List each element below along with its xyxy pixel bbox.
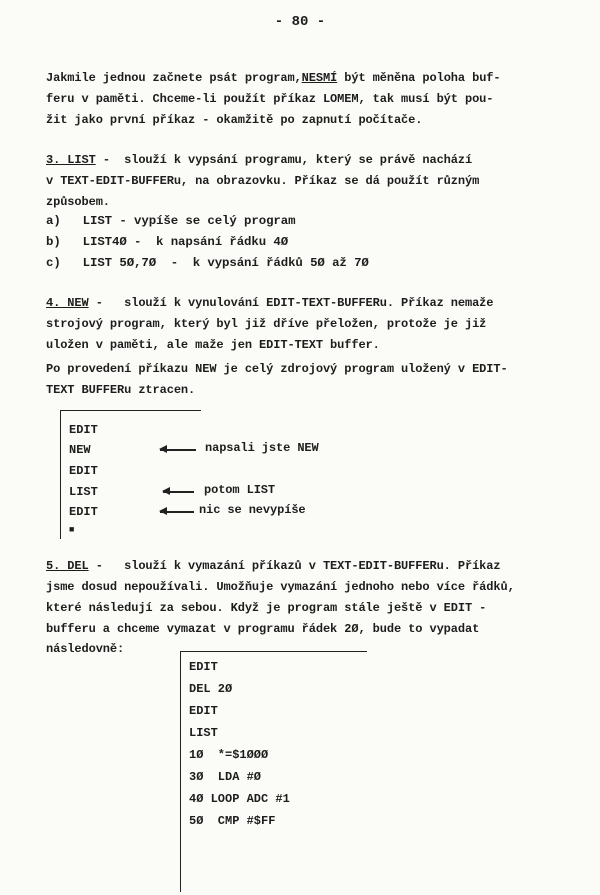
nesmi-emphasis: NESMÍ	[301, 71, 338, 85]
list-heading: 3. LIST - slouží k vypsání programu, který se právě nachází	[46, 153, 473, 167]
ex1-note-list: potom LIST	[204, 483, 276, 497]
ex2-line-4: LIST	[189, 726, 218, 740]
del-line-2: jsme dosud nepoužívali. Umožňuje vymazání jednoho nebo více řádků,	[46, 580, 515, 594]
ex2-line-6: 3Ø LDA #Ø	[189, 770, 262, 784]
ex2-line-3: EDIT	[189, 704, 218, 718]
ex1-note-new: napsali jste NEW	[205, 441, 319, 455]
new-line-2: strojový program, který byl již dříve přeložen, protože je již	[46, 317, 487, 331]
arrow-left-icon	[163, 491, 194, 493]
list-line-2: v TEXT-EDIT-BUFFERu, na obrazovku. Příkaz se dá použít různým	[46, 174, 480, 188]
new-heading: 4. NEW - slouží k vynulování EDIT-TEXT-BUFFERu. Příkaz nemaže	[46, 296, 494, 310]
new-para-1: Po provedení příkazu NEW je celý zdrojový program uložený v EDIT-	[46, 362, 508, 376]
ex2-line-8: 5Ø CMP #$FF	[189, 814, 276, 828]
ex2-line-5: 1Ø *=$1ØØØ	[189, 748, 269, 762]
del-line-3: které následují za sebou. Když je program stále ještě v EDIT -	[46, 601, 487, 615]
del-line-5: následovně:	[46, 642, 125, 656]
ex1-line-5: EDIT	[69, 505, 98, 519]
ex2-line-1: EDIT	[189, 660, 218, 674]
example-del-box	[180, 651, 367, 892]
list-number: 3. LIST	[46, 153, 96, 167]
ex1-line-3: EDIT	[69, 464, 98, 478]
new-number: 4. NEW	[46, 296, 89, 310]
ex1-line-2: NEW	[69, 443, 91, 457]
example-new-box	[60, 410, 201, 539]
ex1-line-1: EDIT	[69, 423, 98, 437]
del-number: 5. DEL	[46, 559, 89, 573]
ex1-note-edit: nic se nevypíše	[199, 503, 306, 517]
ex1-line-4: LIST	[69, 485, 98, 499]
arrow-left-icon	[160, 449, 196, 451]
list-item-c: c) LIST 5Ø,7Ø - k vypsání řádků 5Ø až 7Ø	[46, 256, 369, 270]
del-heading: 5. DEL - slouží k vymazání příkazů v TEXT-EDIT-BUFFERu. Příkaz	[46, 559, 501, 573]
intro-line-1: Jakmile jednou začnete psát program,NESMÍ být měněna poloha buf-	[46, 71, 501, 85]
intro-line-2: feru v paměti. Chceme-li použít příkaz LOMEM, tak musí být pou-	[46, 92, 494, 106]
list-item-b: b) LIST4Ø - k napsání řádku 4Ø	[46, 235, 289, 249]
list-item-a: a) LIST - vypíše se celý program	[46, 214, 296, 228]
ex2-line-2: DEL 2Ø	[189, 682, 233, 696]
arrow-left-icon	[160, 511, 194, 513]
ex2-line-7: 4Ø LOOP ADC #1	[189, 792, 290, 806]
ex1-cursor: ■	[69, 525, 75, 535]
page-number: - 80 -	[274, 14, 326, 30]
list-line-3: způsobem.	[46, 195, 110, 209]
new-line-3: uložen v paměti, ale maže jen EDIT-TEXT buffer.	[46, 338, 380, 352]
intro-line-3: žit jako první příkaz - okamžitě po zapnutí počítače.	[46, 113, 423, 127]
del-line-4: bufferu a chceme vymazat v programu řádek 2Ø, bude to vypadat	[46, 622, 480, 636]
new-para-2: TEXT BUFFERu ztracen.	[46, 383, 196, 397]
